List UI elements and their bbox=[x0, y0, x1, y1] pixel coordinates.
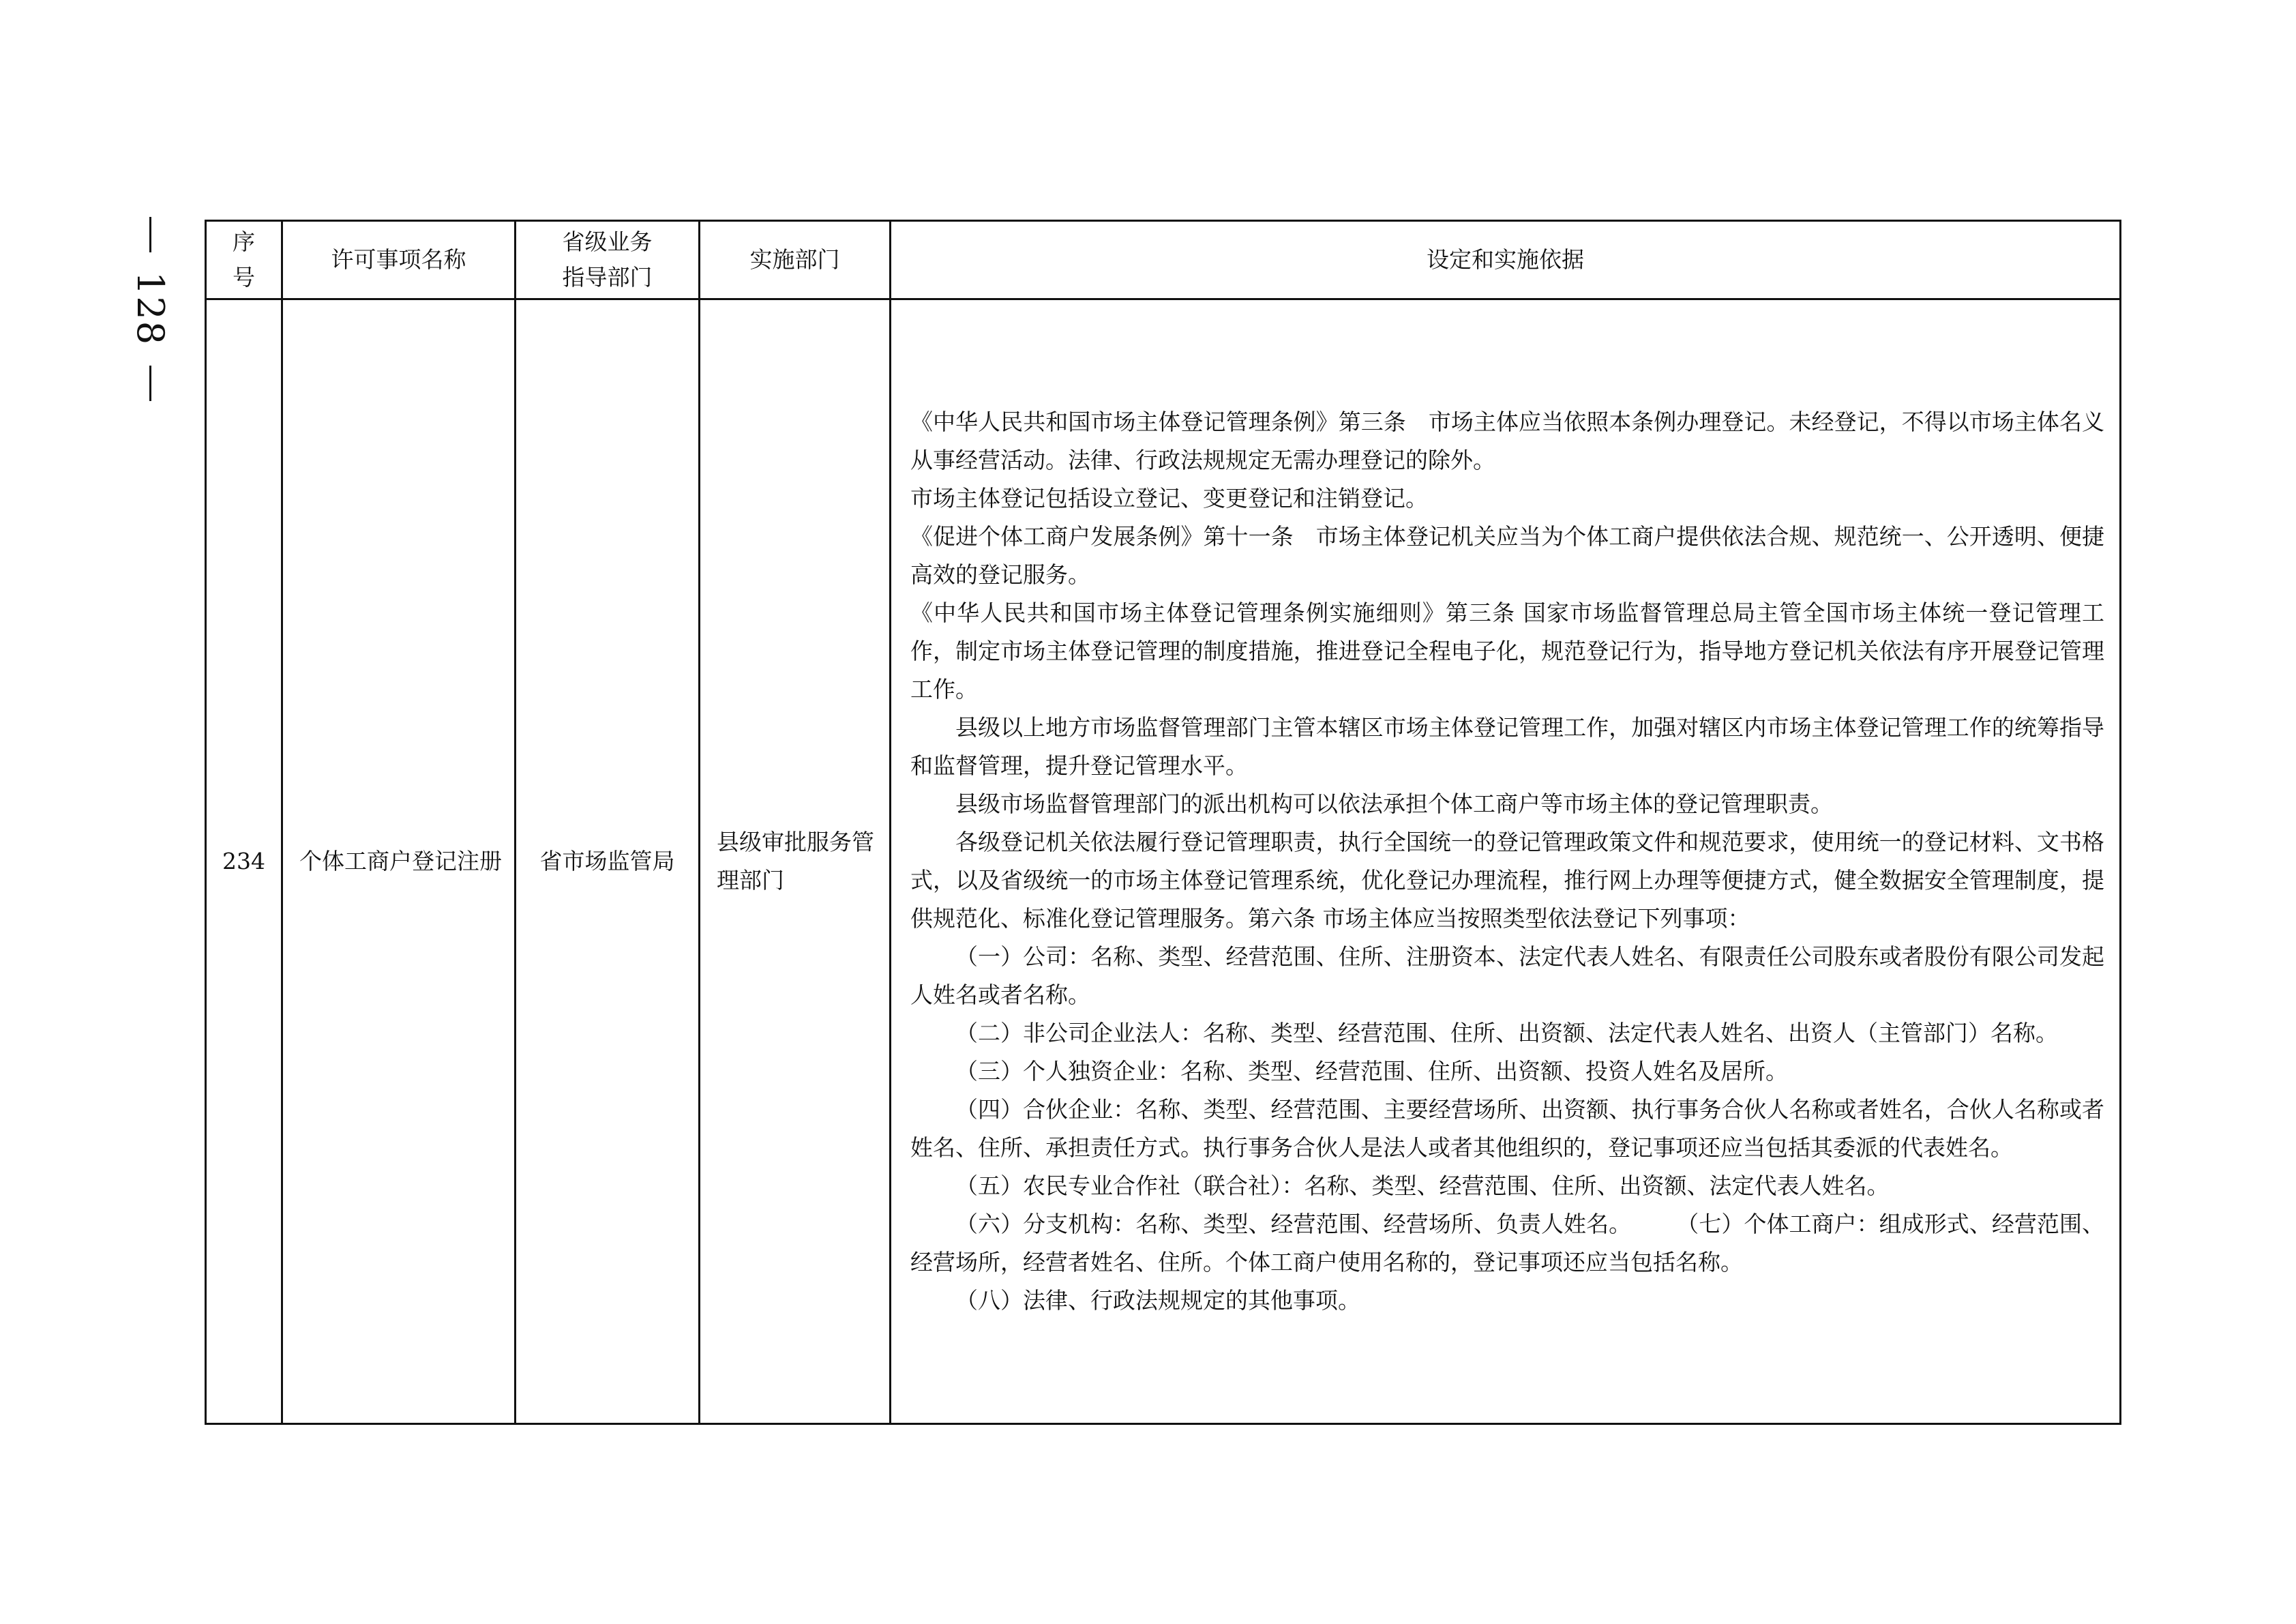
table-row bbox=[206, 299, 2121, 1424]
permit-table bbox=[205, 220, 2121, 1425]
basis-paragraph: 《中华人民共和国市场主体登记管理条例实施细则》第三条 国家市场监督管理总局主管全国市场主体统一登记管理工作，制定市场主体登记管理的制度措施，推进登记全程电子化，规范登记行为，指导地方登记机关依法有序开展登记管理工作。 bbox=[910, 600, 2104, 703]
table-header-row bbox=[206, 221, 2121, 299]
header-dept: 省级业务指导部门 bbox=[516, 221, 700, 299]
header-impl: 实施部门 bbox=[700, 221, 891, 299]
cell-permit-name: 个体工商户登记注册 bbox=[282, 299, 516, 1424]
basis-paragraph: 县级以上地方市场监督管理部门主管本辖区市场主体登记管理工作，加强对辖区内市场主体登记管理工作的统筹指导和监督管理，提升登记管理水平。 bbox=[910, 714, 2104, 779]
basis-paragraph: （三）个人独资企业：名称、类型、经营范围、住所、出资额、投资人姓名及居所。 bbox=[955, 1058, 1788, 1084]
basis-paragraph: （五）农民专业合作社（联合社）：名称、类型、经营范围、住所、出资额、法定代表人姓名。 bbox=[955, 1172, 1890, 1199]
cell-seq: 234 bbox=[206, 299, 282, 1424]
page-number-dash-top bbox=[149, 217, 151, 252]
cell-legal-basis bbox=[891, 299, 2121, 1424]
basis-paragraph: （八）法律、行政法规规定的其他事项。 bbox=[955, 1287, 1360, 1314]
basis-paragraph: 市场主体登记包括设立登记、变更登记和注销登记。 bbox=[910, 485, 1428, 512]
cell-guiding-dept: 省市场监管局 bbox=[516, 299, 700, 1424]
page-number-dash-bottom bbox=[149, 366, 151, 401]
page-number-text: 128 bbox=[129, 271, 172, 346]
basis-paragraph: 县级市场监督管理部门的派出机构可以依法承担个体工商户等市场主体的登记管理职责。 bbox=[955, 791, 1833, 817]
basis-paragraph: （二）非公司企业法人：名称、类型、经营范围、住所、出资额、法定代表人姓名、出资人（主管部门）名称。 bbox=[955, 1020, 2058, 1046]
header-seq: 序号 bbox=[206, 221, 282, 299]
basis-paragraph: 《促进个体工商户发展条例》第十一条 市场主体登记机关应当为个体工商户提供依法合规、规范统一、公开透明、便捷高效的登记服务。 bbox=[910, 523, 2104, 588]
basis-paragraph: （四）合伙企业：名称、类型、经营范围、主要经营场所、出资额、执行事务合伙人名称或者姓名，合伙人名称或者姓名、住所、承担责任方式。执行事务合伙人是法人或者其他组织的，登记事项还应当包括其委派的代表姓名。 bbox=[910, 1096, 2104, 1161]
basis-paragraph: （六）分支机构：名称、类型、经营范围、经营场所、负责人姓名。 （七）个体工商户：组成形式、经营范围、经营场所，经营者姓名、住所。个体工商户使用名称的，登记事项还应当包括名称。 bbox=[910, 1211, 2104, 1275]
header-name: 许可事项名称 bbox=[282, 221, 516, 299]
cell-implementing-dept: 县级审批服务管理部门 bbox=[700, 299, 891, 1424]
basis-paragraph: 各级登记机关依法履行登记管理职责，执行全国统一的登记管理政策文件和规范要求，使用统一的登记材料、文书格式，以及省级统一的市场主体登记管理系统，优化登记办理流程，推行网上办理等便捷方式，健全数据安全管理制度，提供规范化、标准化登记管理服务。第六条 市场主体应当按照类型依法登记下列事项： bbox=[910, 829, 2104, 932]
basis-paragraph: （一）公司：名称、类型、经营范围、住所、注册资本、法定代表人姓名、有限责任公司股东或者股份有限公司发起人姓名或者名称。 bbox=[910, 943, 2104, 1008]
page-number bbox=[126, 217, 174, 401]
basis-paragraph: 《中华人民共和国市场主体登记管理条例》第三条 市场主体应当依照本条例办理登记。未经登记，不得以市场主体名义从事经营活动。法律、行政法规规定无需办理登记的除外。 bbox=[910, 409, 2104, 473]
header-basis: 设定和实施依据 bbox=[891, 221, 2121, 299]
